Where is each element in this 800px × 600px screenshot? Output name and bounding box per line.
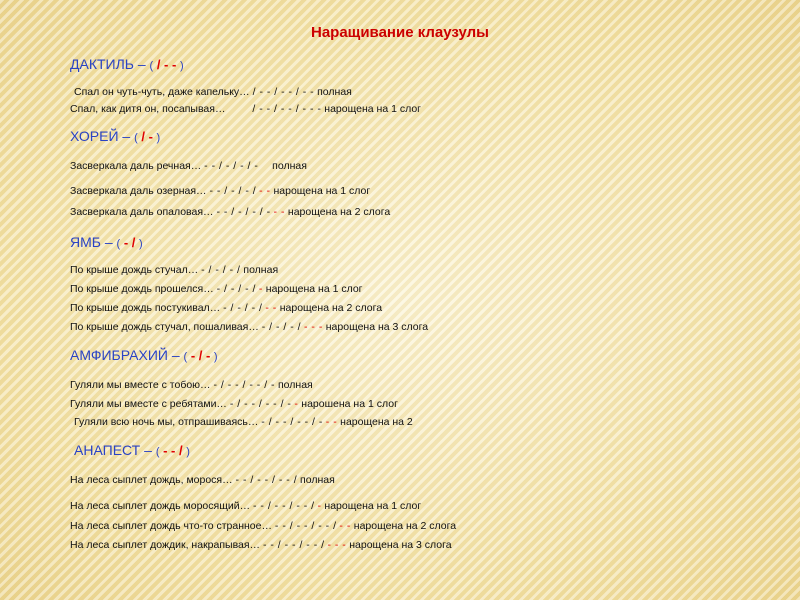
clausula-label: полная: [272, 160, 307, 172]
meter-scheme: - / - / - /: [216, 283, 256, 295]
heading-close-paren: ): [213, 351, 218, 363]
heading-dash: –: [167, 347, 184, 363]
meter-scheme: - - / - - / - - /: [262, 539, 325, 551]
clausula-label: полная: [243, 264, 279, 276]
meter-scheme: / - - / - - / - -: [252, 86, 315, 98]
meter-scheme: - - / - - / - - /: [274, 520, 337, 532]
example-line: [70, 539, 452, 551]
meter-extension: -: [294, 398, 299, 410]
heading-open-paren: (: [183, 351, 188, 363]
heading-pattern: - - /: [159, 443, 187, 458]
meter-scheme: - - / - / - / -: [216, 206, 271, 218]
meter-scheme: - / - / - /: [261, 321, 302, 333]
example-text: По крыше дождь прошелся…: [70, 283, 214, 295]
heading-dash: –: [118, 128, 135, 144]
clausula-label: нарощена на 2 слога: [353, 520, 457, 532]
example-text: Засверкала даль озерная…: [70, 185, 207, 197]
heading-pattern: / - -: [153, 57, 180, 72]
clausula-label: полная: [300, 474, 335, 486]
example-line: [70, 520, 456, 532]
clausula-label: нарощена на 1 слог: [265, 283, 363, 295]
heading-name: АНАПЕСТ: [74, 442, 141, 458]
meter-extension: - -: [273, 206, 285, 218]
heading-close-paren: ): [179, 60, 184, 72]
clausula-label: нарощена на 3 слога: [349, 539, 452, 551]
meter-scheme: - - / - - / - - /: [253, 500, 315, 512]
example-line: [70, 500, 421, 512]
clausula-label: полная: [317, 86, 352, 98]
example-line: [70, 302, 382, 314]
example-line: [70, 160, 307, 172]
heading-pattern: - /: [120, 235, 139, 250]
meter-extension: - - -: [304, 321, 323, 333]
example-text: Гуляли мы вместе с тобою…: [70, 379, 211, 391]
clausula-label: нарощена на 2 слога: [287, 206, 391, 218]
example-text: По крыше дождь стучал…: [70, 264, 199, 276]
heading-name: ЯМБ: [70, 234, 101, 250]
heading-dash: –: [140, 442, 156, 458]
clausula-label: нарощена на 1 слог: [273, 185, 371, 197]
meter-extension: - - -: [327, 539, 347, 551]
clausula-label: полная: [277, 379, 313, 391]
meter-extension: - -: [325, 416, 338, 428]
meter-scheme: - / - / - /: [201, 264, 241, 276]
heading-open-paren: (: [134, 132, 138, 144]
example-line: [70, 103, 421, 115]
heading-iamb: [70, 234, 143, 250]
example-text: Гуляли всю ночь мы, отпрашиваясь…: [74, 416, 259, 428]
example-text: На леса сыплет дождь моросящий…: [70, 500, 251, 512]
example-line: [70, 321, 428, 333]
meter-scheme: - / - - / - - / -: [213, 379, 276, 391]
example-text: Спал он чуть-чуть, даже капельку…: [74, 86, 250, 98]
example-text: Гуляли мы вместе с ребятами…: [70, 398, 227, 410]
heading-anapest: [74, 442, 190, 458]
example-line: [70, 283, 363, 295]
example-line: [74, 416, 413, 428]
heading-close-paren: ): [186, 446, 190, 458]
meter-scheme: - / - - / - - / -: [229, 398, 292, 410]
heading-dash: –: [100, 234, 117, 250]
heading-trochee: [70, 128, 160, 144]
meter-scheme: - - / - - / - - /: [235, 474, 298, 486]
example-line: [70, 398, 398, 410]
example-line: [70, 264, 278, 276]
heading-close-paren: ): [139, 238, 143, 250]
heading-close-paren: ): [156, 132, 161, 144]
heading-pattern: / -: [137, 129, 157, 144]
heading-name: ДАКТИЛЬ: [70, 56, 134, 72]
clausula-label: нарощена на 1 слог: [324, 500, 422, 512]
slide-title: Наращивание клаузулы: [311, 24, 489, 41]
meter-scheme: / - - / - - / - - -: [252, 103, 322, 115]
clausula-label: нарошена на 1 слог: [301, 398, 398, 410]
meter-extension: - -: [265, 302, 277, 314]
example-line: [70, 206, 390, 218]
example-text: На леса сыплет дождь, морося…: [70, 474, 233, 486]
example-text: На леса сыплет дождик, накрапывая…: [70, 539, 261, 551]
clausula-label: нарощена на 2: [340, 416, 413, 428]
example-text: По крыше дождь стучал, пошаливая…: [70, 321, 259, 333]
meter-extension: - -: [339, 520, 351, 532]
heading-name: АМФИБРАХИЙ: [70, 347, 168, 363]
meter-scheme: - - / - / - /: [209, 185, 257, 197]
heading-amphibrach: [70, 347, 218, 363]
heading-dactyl: [70, 56, 184, 72]
meter-scheme: - - / - / - / -: [204, 160, 259, 172]
example-line: [70, 474, 335, 486]
example-text: По крыше дождь постукивал…: [70, 302, 221, 314]
meter-extension: -: [258, 283, 263, 295]
example-text: На леса сыплет дождь что-то странное…: [70, 520, 272, 532]
meter-extension: - -: [259, 185, 271, 197]
example-line: [70, 379, 313, 391]
heading-open-paren: (: [149, 60, 154, 72]
heading-dash: –: [133, 56, 150, 72]
clausula-label: нарощена на 1 слог: [324, 103, 422, 115]
heading-open-paren: (: [116, 238, 121, 250]
example-text: Спал, как дитя он, посапывая…: [70, 103, 226, 115]
meter-extension: -: [317, 500, 322, 512]
heading-open-paren: (: [155, 446, 160, 458]
heading-name: ХОРЕЙ: [70, 128, 119, 144]
clausula-label: нарощена на 3 слога: [325, 321, 429, 333]
example-line: [70, 185, 370, 197]
meter-scheme: - / - - / - - / -: [261, 416, 323, 428]
example-text: Засверкала даль опаловая…: [70, 206, 214, 218]
example-line: [74, 86, 352, 98]
heading-pattern: - / -: [187, 348, 214, 363]
example-text: Засверкала даль речная…: [70, 160, 202, 172]
clausula-label: нарощена на 2 слога: [279, 302, 383, 314]
meter-scheme: - / - / - /: [223, 302, 263, 314]
